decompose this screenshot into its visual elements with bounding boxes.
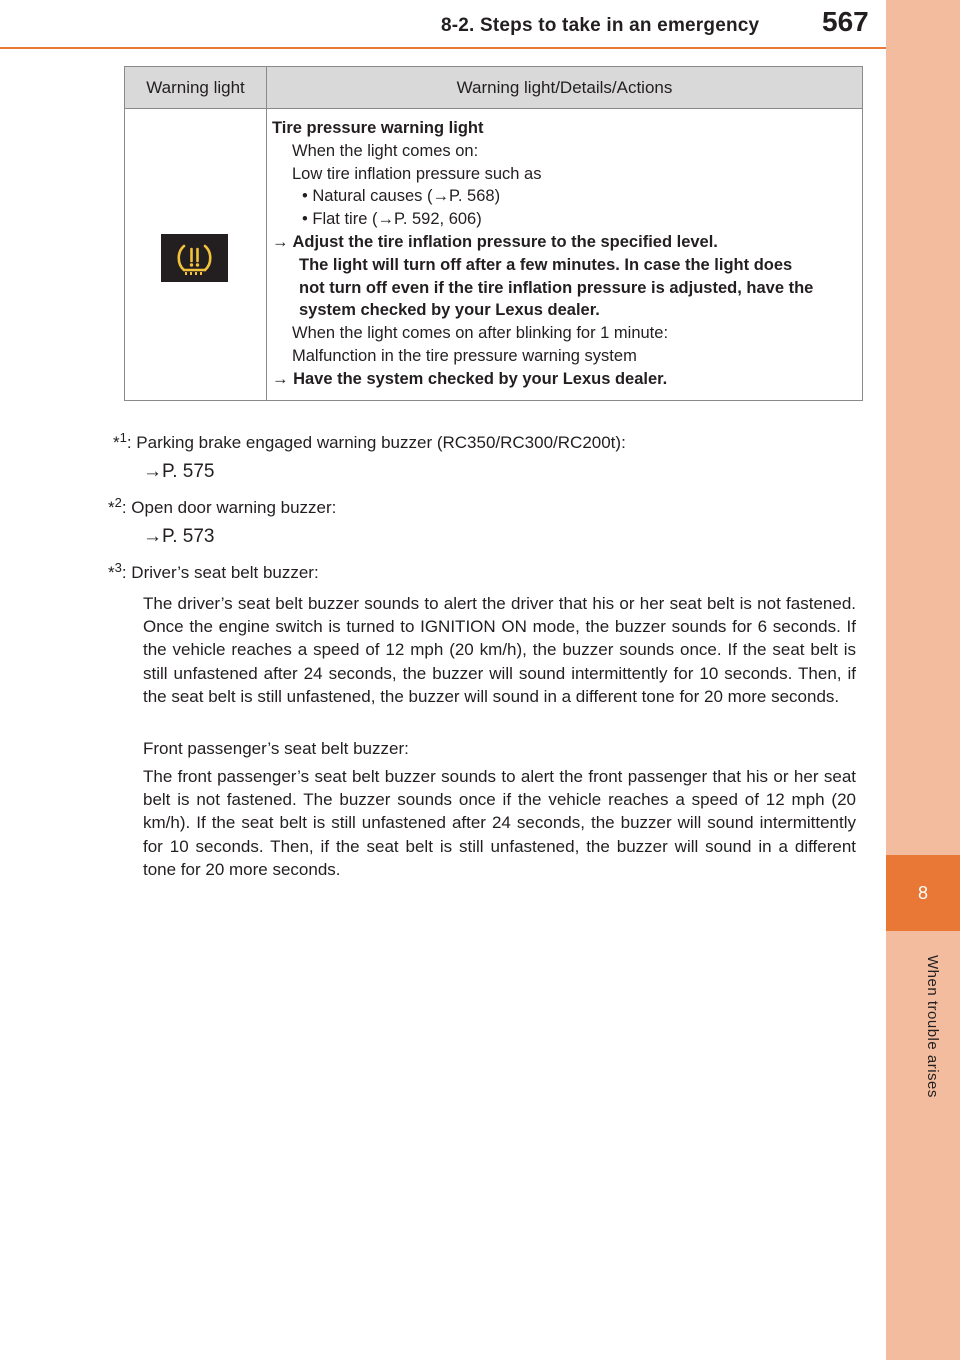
footnote-text: : Open door warning buzzer: [121, 498, 337, 517]
footnote-mark: *$^1$ [113, 430, 127, 452]
footnote-mark: *$^2$ [108, 495, 122, 517]
table-header-row [125, 67, 862, 109]
detail-line: Low tire inflation pressure such as [292, 164, 542, 183]
footnote-text: : Parking brake engaged warning buzzer (RC350/RC300/RC200t): [126, 433, 626, 452]
tire-pressure-warning-icon [161, 234, 228, 282]
tire-pressure-details [272, 117, 858, 391]
passenger-subheading: Front passenger’s seat belt buzzer: [143, 739, 409, 758]
footnote-1 [113, 426, 626, 454]
page-reference: →P. 573 [143, 526, 215, 547]
chapter-number-tab: 8 [886, 855, 960, 931]
header-rule [0, 47, 886, 49]
detail-line: When the light comes on after blinking for 1 minute: [292, 324, 669, 343]
footnote-text: : Driver’s seat belt buzzer: [121, 563, 319, 582]
column-divider [266, 67, 267, 400]
bullet-item: • Natural causes (→P. 568) [302, 187, 501, 206]
action-line: not turn off even if the tire inflation pressure is adjusted, have the [299, 278, 814, 297]
bullet-item: • Flat tire (→P. 592, 606) [302, 210, 482, 229]
table-header-warning-light: Warning light [146, 77, 245, 97]
footnote-2 [108, 491, 336, 519]
passenger-seat-belt-paragraph: The front passenger’s seat belt buzzer sounds to alert the front passenger that his or her seat belt is not fastened. The buzzer sounds once if the vehicle reaches a speed of 12 mph (20 km/h). If the seat belt is still unfastened after 24 seconds, the buzzer will sound intermittently for 10 seconds. Then, if the seat belt is still unfastened, the buzzer will sound in a different tone for 20 more seconds. [143, 767, 856, 879]
page-reference: →P. 575 [143, 461, 215, 482]
table-header-details: Warning light/Details/Actions [456, 77, 673, 97]
action-line: → Adjust the tire inflation pressure to the specified level. [272, 232, 718, 251]
detail-line: Malfunction in the tire pressure warning system [292, 346, 637, 365]
section-title: 8-2. Steps to take in an emergency [441, 15, 760, 36]
chapter-title-tab: When trouble arises [924, 955, 941, 1098]
action-line: The light will turn off after a few minutes. In case the light does [299, 255, 793, 274]
row-title: Tire pressure warning light [272, 119, 484, 137]
warning-light-table [124, 66, 863, 401]
driver-seat-belt-paragraph: The driver’s seat belt buzzer sounds to alert the driver that his or her seat belt is not fastened. Once the engine switch is turned to IGNITION ON mode, the buzzer sounds for 6 seconds. If the vehicle reaches a speed of 12 mph (20 km/h), the buzzer sounds once. If the seat belt is still unfastened after 24 seconds, the buzzer will sound intermittently for 10 seconds. Then, if the seat belt is still unfastened, the buzzer will sound in a different tone for 20 more seconds. [143, 594, 856, 706]
detail-line: When the light comes on: [292, 141, 479, 160]
side-tab-band [886, 0, 960, 1360]
action-line: → Have the system checked by your Lexus dealer. [272, 369, 668, 388]
footnote-3 [108, 556, 319, 584]
page-number: 567 [822, 6, 869, 37]
action-line: system checked by your Lexus dealer. [299, 301, 600, 320]
footnote-mark: *$^3$ [108, 560, 122, 582]
